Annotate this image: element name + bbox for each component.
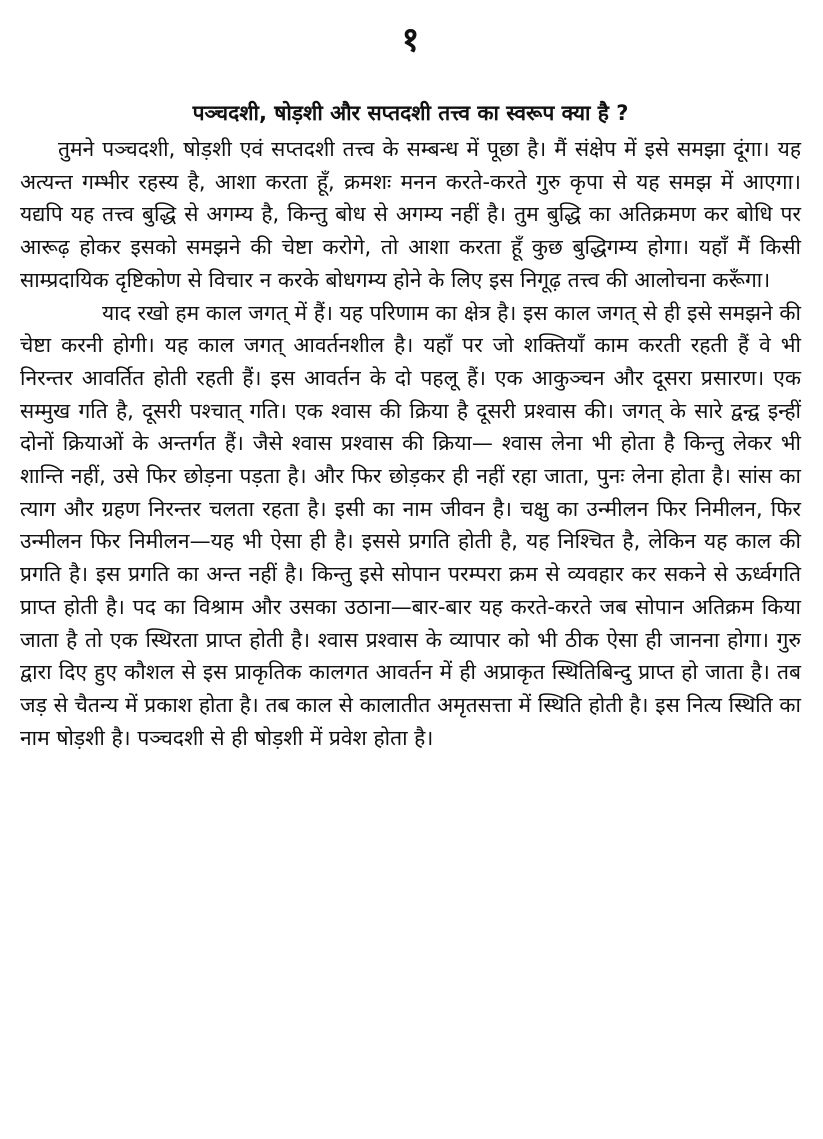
paragraph-2: याद रखो हम काल जगत् में हैं। यह परिणाम का क्षेत्र है। इस काल जगत् से ही इसे समझने की चेष्टा करनी होगी। यह काल जगत् आवर्तनशील है। यहाँ पर जो शक्तियाँ काम करती रहती हैं वे भी निरन्तर आवर्तित होती रहती हैं। इस आवर्तन के दो पहलू हैं। एक आकुञ्चन और दूसरा प्रसारण। एक सम्मुख गति है, दूसरी पश्चात् गति। एक श्वास की क्रिया है दूसरी प्रश्वास की। जगत् के सारे द्वन्द्व इन्हीं दोनों क्रियाओं के अन्तर्गत हैं। जैसे श्वास प्रश्वास की क्रिया— श्वास लेना भी होता है किन्तु लेकर भी शान्ति नहीं, उसे फिर छोड़ना पड़ता है। और फिर छोड़कर ही नहीं रहा जाता, पुनः लेना होता है। सांस का त्याग और ग्रहण निरन्तर चलता रहता है। इसी का नाम जीवन है। चक्षु का उन्मीलन फिर निमीलन, फिर उन्मीलन फिर निमीलन—यह भी ऐसा ही है। इससे प्रगति होती है, यह निश्चित है, लेकिन यह काल की प्रगति है। इस प्रगति का अन्त नहीं है। किन्तु इसे सोपान परम्परा क्रम से व्यवहार कर सकने से ऊर्ध्वगति प्राप्त होती है। पद का विश्राम और उसका उठाना—बार-बार यह करते-करते जब सोपान अतिक्रम किया जाता है तो एक स्थिरता प्राप्त होती है। श्वास प्रश्वास के व्यापार को भी ठीक ऐसा ही जानना होगा। गुरु द्वारा दिए हुए कौशल से इस प्राकृतिक कालगत आवर्तन में ही अप्राकृत स्थितिबिन्दु प्राप्त हो जाता है। तब जड़ से चैतन्य में प्रकाश होता है। तब काल से कालातीत अमृतसत्ता में स्थिति होती है। इस नित्य स्थिति का नाम षोड़शी है। पञ्चदशी से ही षोड़शी में प्रवेश होता है। [20, 300, 801, 750]
paragraph-1: तुमने पञ्चदशी, षोड़शी एवं सप्तदशी तत्त्व के सम्बन्ध में पूछा है। मैं संक्षेप में इसे समझा दूंगा। यह अत्यन्त गम्भीर रहस्य है, आशा करता हूँ, क्रमशः मनन करते-करते गुरु कृपा से यह समझ में आएगा। यद्यपि यह तत्त्व बुद्धि से अगम्य है, किन्तु बोध से अगम्य नहीं है। तुम बुद्धि का अतिक्रमण कर बोधि पर आरूढ़ होकर इसको समझने की चेष्टा करोगे, तो आशा करता हूँ कुछ बुद्धिगम्य होगा। यहाँ मैं किसी साम्प्रदायिक दृष्टिकोण से विचार न करके बोधगम्य होने के लिए इस निगूढ़ तत्त्व की आलोचना करूँगा। [20, 137, 801, 292]
chapter-heading: पञ्चदशी, षोड़शी और सप्तदशी तत्त्व का स्वरूप क्या है ? [192, 101, 629, 125]
page-number: १ [401, 20, 420, 60]
